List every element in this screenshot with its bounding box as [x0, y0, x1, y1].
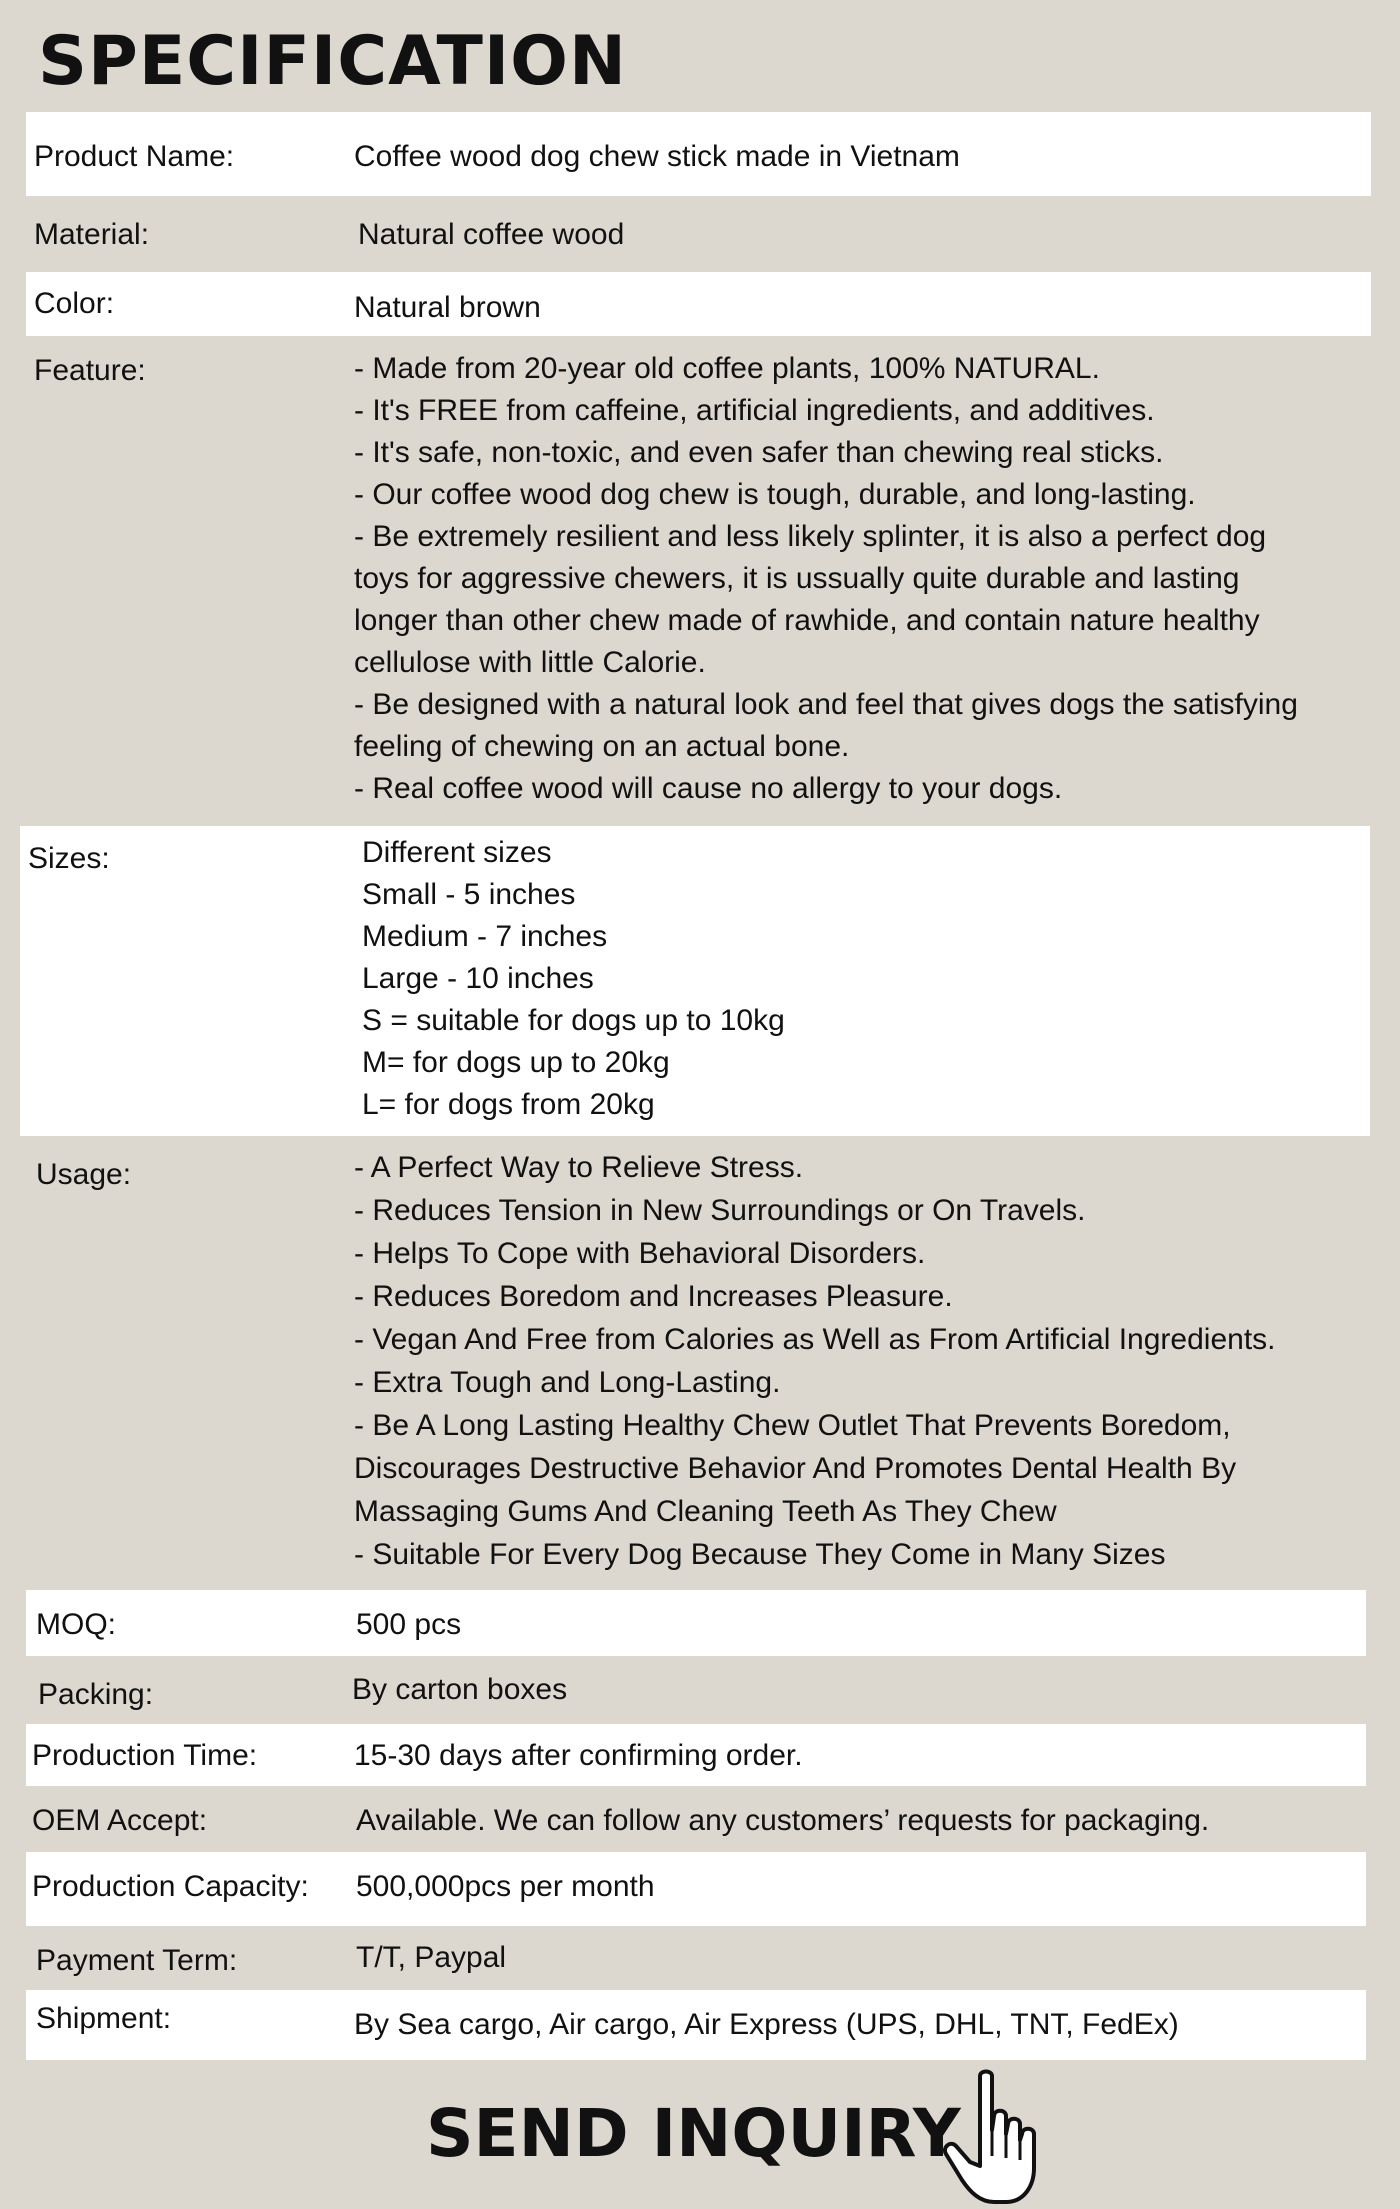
spec-value: T/T, Paypal: [356, 1941, 507, 1974]
spec-label: Production Capacity:: [32, 1870, 309, 1903]
spec-label: Shipment:: [36, 2002, 172, 2035]
pointing-hand-icon[interactable]: [940, 2068, 1052, 2208]
spec-value: Natural brown: [354, 291, 541, 324]
feature-line: - Be extremely resilient and less likely splinter, it is also a perfect dog: [354, 520, 1267, 553]
spec-value: Coffee wood dog chew stick made in Vietnam: [354, 140, 960, 173]
spec-label: Feature:: [34, 354, 146, 387]
feature-line: - Our coffee wood dog chew is tough, durable, and long-lasting.: [354, 478, 1196, 511]
spec-value: By carton boxes: [352, 1673, 568, 1706]
spec-row-sizes: [20, 826, 1370, 1136]
spec-label: Packing:: [38, 1678, 154, 1711]
usage-line: Discourages Destructive Behavior And Promotes Dental Health By: [354, 1452, 1237, 1485]
feature-line: - It's FREE from caffeine, artificial ingredients, and additives.: [354, 394, 1155, 427]
feature-line: - Real coffee wood will cause no allergy to your dogs.: [354, 772, 1063, 805]
size-line: Different sizes: [362, 836, 552, 869]
usage-line: - Helps To Cope with Behavioral Disorders.: [354, 1237, 926, 1270]
feature-line: cellulose with little Calorie.: [354, 646, 706, 679]
size-line: L= for dogs from 20kg: [362, 1088, 655, 1121]
spec-row-payment-term: [26, 1932, 1371, 1988]
usage-line: Massaging Gums And Cleaning Teeth As They Chew: [354, 1495, 1057, 1528]
feature-line: - Made from 20-year old coffee plants, 100% NATURAL.: [354, 352, 1100, 385]
usage-line: - Vegan And Free from Calories as Well as From Artificial Ingredients.: [354, 1323, 1276, 1356]
spec-value: 15-30 days after confirming order.: [354, 1739, 803, 1772]
spec-row-color: [26, 272, 1371, 336]
feature-line: - Be designed with a natural look and feel that gives dogs the satisfying: [354, 688, 1298, 721]
page-title: SPECIFICATION: [38, 22, 627, 101]
spec-label: OEM Accept:: [32, 1804, 208, 1837]
size-line: Large - 10 inches: [362, 962, 594, 995]
usage-line: - Be A Long Lasting Healthy Chew Outlet That Prevents Boredom,: [354, 1409, 1231, 1442]
spec-row-feature: [26, 340, 1371, 820]
spec-label: MOQ:: [36, 1608, 116, 1641]
usage-line: - Reduces Boredom and Increases Pleasure.: [354, 1280, 953, 1313]
spec-label: Product Name:: [34, 140, 235, 173]
spec-row-moq: [26, 1590, 1366, 1656]
size-line: S = suitable for dogs up to 10kg: [362, 1004, 785, 1037]
spec-row-material: [26, 200, 1371, 272]
spec-label: Usage:: [36, 1158, 132, 1191]
send-inquiry-button[interactable]: SEND INQUIRY: [426, 2095, 961, 2172]
spec-row-packing: [26, 1660, 1371, 1724]
usage-line: - Suitable For Every Dog Because They Come in Many Sizes: [354, 1538, 1166, 1571]
usage-line: - A Perfect Way to Relieve Stress.: [354, 1151, 804, 1184]
spec-value-list: [362, 832, 1370, 1126]
spec-row-production-time: [26, 1724, 1366, 1786]
spec-row-oem-accept: [26, 1790, 1371, 1850]
spec-row-production-capacity: [26, 1852, 1366, 1926]
spec-value: Available. We can follow any customers’ requests for packaging.: [356, 1804, 1210, 1837]
spec-label: Payment Term:: [36, 1944, 238, 1977]
spec-value: By Sea cargo, Air cargo, Air Express (UPS, DHL, TNT, FedEx): [354, 2008, 1179, 2041]
feature-line: longer than other chew made of rawhide, and contain nature healthy: [354, 604, 1260, 637]
size-line: Small - 5 inches: [362, 878, 576, 911]
usage-line: - Reduces Tension in New Surroundings or On Travels.: [354, 1194, 1086, 1227]
spec-row-usage: [26, 1146, 1371, 1586]
feature-line: - It's safe, non-toxic, and even safer than chewing real sticks.: [354, 436, 1164, 469]
feature-line: toys for aggressive chewers, it is ussually quite durable and lasting: [354, 562, 1240, 595]
spec-label: Color:: [34, 287, 115, 320]
usage-line: - Extra Tough and Long-Lasting.: [354, 1366, 781, 1399]
spec-value-list: [354, 1146, 1371, 1576]
spec-label: Material:: [34, 218, 150, 251]
size-line: Medium - 7 inches: [362, 920, 608, 953]
spec-value-list: [354, 348, 1371, 810]
spec-value: 500,000pcs per month: [356, 1870, 655, 1903]
spec-value: Natural coffee wood: [358, 218, 625, 251]
spec-label: Production Time:: [32, 1739, 258, 1772]
size-line: M= for dogs up to 20kg: [362, 1046, 670, 1079]
spec-row-shipment: [26, 1990, 1366, 2060]
spec-row-product-name: [26, 112, 1371, 196]
spec-label: Sizes:: [28, 842, 110, 875]
feature-line: feeling of chewing on an actual bone.: [354, 730, 850, 763]
spec-value: 500 pcs: [356, 1608, 462, 1641]
